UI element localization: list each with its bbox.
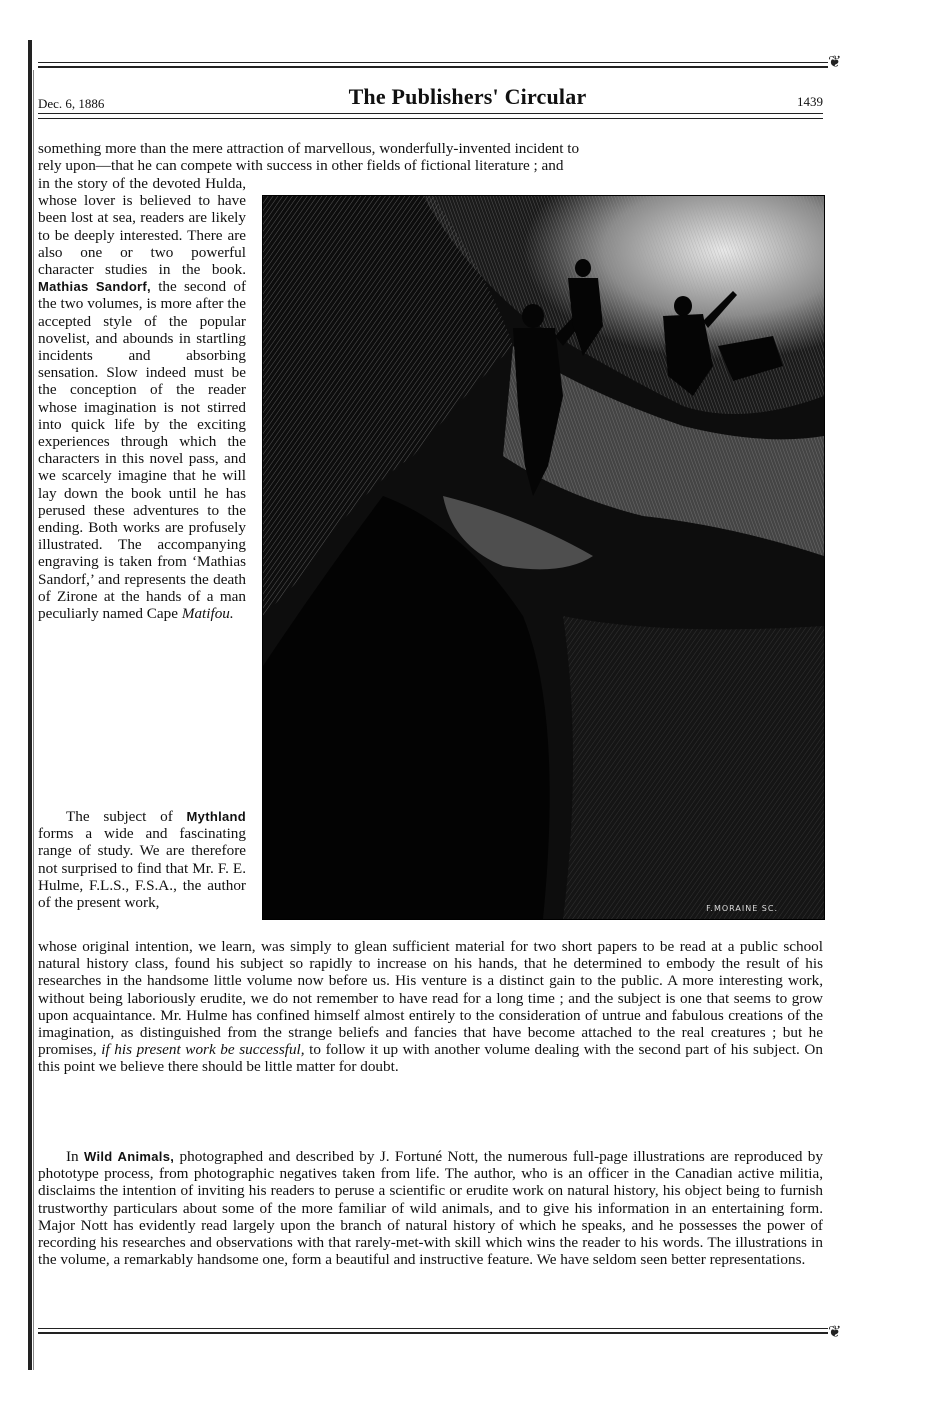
col-p1-text: in the story of the devoted Hulda, whose lover is believed to have been lost at sea, readers are likely to be deeply interested. There are also one or two powerful character studies in the book. [38, 175, 246, 279]
col-p2-text: The subject of [66, 808, 173, 825]
issue-date: Dec. 6, 1886 [38, 96, 105, 111]
mythland-paragraph-continued [38, 938, 823, 1076]
left-column-paragraph-2 [38, 808, 246, 911]
intro-line-2: rely upon—that he can compete with success in other fields of fictional literature ; and [38, 157, 564, 175]
p3-text: In [66, 1148, 79, 1165]
engraving-drawing [263, 196, 824, 919]
book-title-mathias-sandorf: Mathias Sandorf, [38, 279, 151, 295]
binding-edge [28, 40, 32, 1370]
ornament-icon: ❦ [828, 1322, 842, 1341]
full-p2-text: whose original intention, we learn, was simply to glean sufficient material for two short papers to be read at a public school natural history class, found his subject so rapidly to increase on his hands, that he determined to embody the result of his researches in the handsome little volume now before us. His venture is a distinct gain to the public. A more interesting work, without being laboriously erudite, we do not remember to have read for a long time ; and the subject is one that seems to grow upon acquaintance. Mr. Hulme has confined himself almost entirely to the consideration of untrue and fabulous creations of the imagination, as distinguished from the strange beliefs and fancies that have become attached to the real creatures ; but he promises, [38, 938, 823, 1059]
book-title-mythland: Mythland [186, 809, 246, 824]
ornament-icon: ❦ [828, 52, 842, 71]
col-p1-italic: Matifou. [181, 605, 234, 623]
full-p2-italic: if his present work be successful, [101, 1041, 305, 1059]
publication-title: The Publishers' Circular [348, 84, 587, 109]
header-rule-top [38, 62, 828, 63]
left-column-paragraph-1 [38, 175, 246, 622]
page-number: 1439 [797, 94, 823, 109]
header-rule-bottom [38, 113, 823, 114]
engraver-signature: F.MORAINE SC. [706, 904, 778, 913]
book-title-wild-animals: Wild Animals, [84, 1149, 175, 1164]
header-rule-bottom-2 [38, 118, 823, 119]
header-rule-top-thick [38, 66, 828, 68]
full-p2-text-end: to follow it up with another volume dealing with the second part of his subject. On this point we believe there should be little matter for doubt. [38, 1041, 823, 1076]
binding-edge-line [33, 70, 34, 1370]
footer-rule-thick [38, 1332, 828, 1334]
footer-rule [38, 1328, 828, 1329]
article-intro [38, 140, 823, 174]
col-p2-text-cont: forms a wide and fascinating range of study. We are therefore not surprised to find that Mr. F. E. Hulme, F.L.S., F.S.A., the author of the present work, [38, 825, 246, 912]
engraving-illustration [262, 195, 825, 920]
wild-animals-paragraph [38, 1148, 823, 1268]
intro-line-1: something more than the mere attraction of marvellous, wonderfully-invented incident to [38, 140, 580, 157]
p3-text-cont: photographed and described by J. Fortuné Nott, the numerous full-page illustrations are reproduced by phototype process, from photographic negatives taken from life. The author, who is an officer in the Canadian active militia, disclaims the intention of inviting his readers to peruse a scientific or erudite work on natural history, his object being to furnish trustworthy particulars about some of the more familiar of wild animals, and to give his information in an entertaining form. Major Nott has evidently read largely upon the branch of natural history of which he speaks, and he possesses the power of recording his researches and observations with that rarely-met-with skill which wins the reader to his words. The illustrations in the volume, a remarkably handsome one, form a beautiful and instructive feature. We have seldom seen better representations. [38, 1148, 823, 1269]
col-p1-text-cont: the second of the two volumes, is more after the accepted style of the popular novelist, and abounds in startling incidents and absorbing sensation. Slow indeed must be the conception of the reader whose imagination is not stirred into quick life by the exciting experiences through which the characters in this novel pass, and we scarcely imagine that he will lay down the book until he has perused these adventures to the ending. Both works are profusely illustrated. The accompanying engraving is taken from ‘Mathias Sandorf,’ and represents the death of Zirone at the hands of a man peculiarly named Cape [38, 278, 246, 623]
